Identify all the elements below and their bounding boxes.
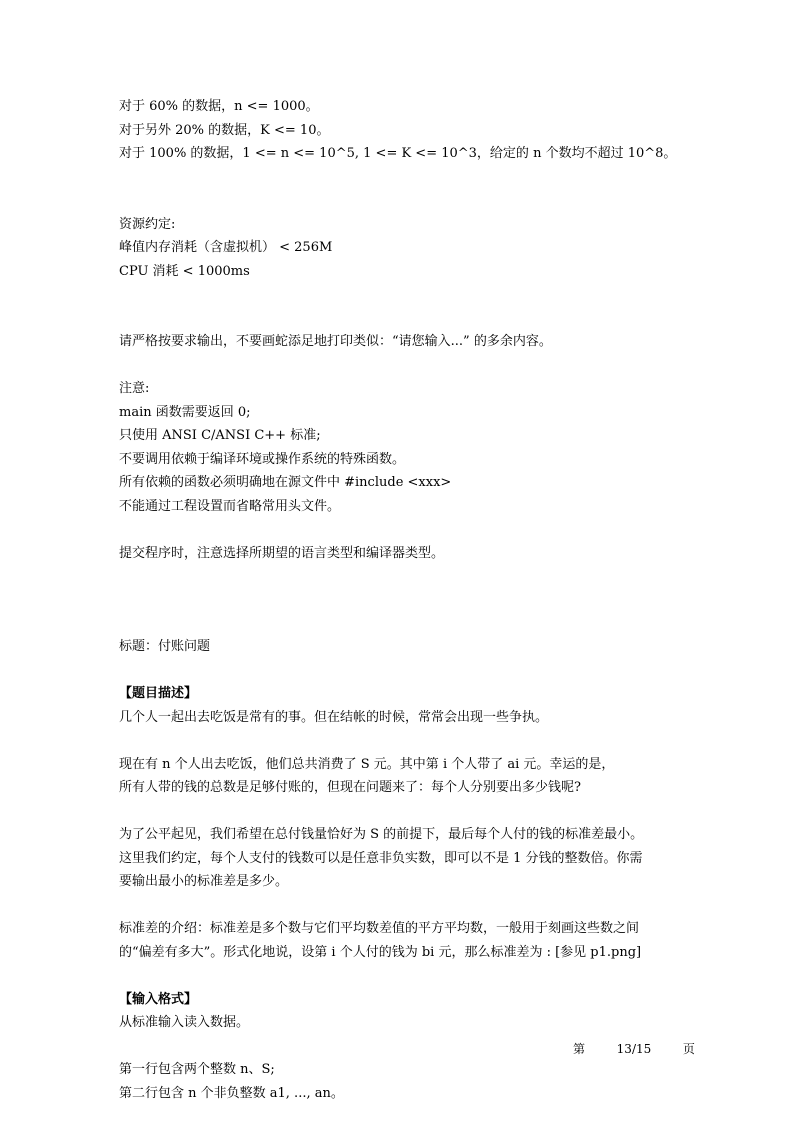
page-footer [573,1040,695,1057]
description-p2-line-2: 所有人带的钱的总数是足够付账的，但现在问题来了：每个人分别要出多少钱呢? [119,780,581,795]
page-content [119,95,679,1105]
description-p4-line-2: 的“偏差有多大”。形式化地说，设第 i 个人付的钱为 bi 元，那么标准差为 : [参见 p1.png] [119,944,642,960]
note-item-1: main 函数需要返回 0; [119,404,251,420]
footer-page-number: 13/15 [616,1042,652,1056]
input-heading: 【输入格式】 [119,991,198,1007]
description-p3-line-1: 为了公平起见，我们希望在总付钱量恰好为 S 的前提下，最后每个人付的钱的标准差最小。 [119,827,644,842]
description-p3-line-2: 这里我们约定，每个人支付的钱数可以是任意非负实数，即可以不是 1 分钱的整数倍。你需 [119,850,643,866]
note-item-2: 只使用 ANSI C/ANSI C++ 标准; [119,428,321,443]
problem-title: 标题：付账问题 [119,639,211,654]
submit-note: 提交程序时，注意选择所期望的语言类型和编译器类型。 [119,545,445,561]
description-heading: 【题目描述】 [119,686,198,701]
resource-heading: 资源约定: [119,216,176,232]
notes-heading: 注意: [119,381,150,396]
output-note: 请严格按要求输出，不要画蛇添足地打印类似：“请您输入...” 的多余内容。 [119,334,552,349]
input-p2-line-1: 第一行包含两个整数 n、S; [119,1062,275,1077]
note-item-3: 不要调用依赖于编译环境或操作系统的特殊函数。 [119,451,406,467]
footer-prefix: 第 [573,1042,586,1056]
description-p1: 几个人一起出去吃饭是常有的事。但在结帐的时候，常常会出现一些争执。 [119,709,549,725]
description-p4-line-1: 标准差的介绍：标准差是多个数与它们平均数差值的平方平均数，一般用于刻画这些数之间 [119,921,640,936]
input-p2-line-2: 第二行包含 n 个非负整数 a1, ..., an。 [119,1085,344,1101]
resource-memory: 峰值内存消耗（含虚拟机） < 256M [119,240,333,255]
limit-line-1: 对于 60% 的数据，n <= 1000。 [119,99,319,114]
input-p1: 从标准输入读入数据。 [119,1015,250,1030]
description-p2-line-1: 现在有 n 个人出去吃饭，他们总共消费了 S 元。其中第 i 个人带了 ai 元。幸运的是， [119,756,615,772]
note-item-4: 所有依赖的函数必须明确地在源文件中 #include <xxx> [119,475,452,490]
limit-line-2: 对于另外 20% 的数据，K <= 10。 [119,122,330,138]
description-p3-line-3: 要输出最小的标准差是多少。 [119,874,289,889]
resource-cpu: CPU 消耗 < 1000ms [119,263,250,279]
limit-line-3: 对于 100% 的数据，1 <= n <= 10^5, 1 <= K <= 10^3，给定的 n 个数均不超过 10^8。 [119,146,677,161]
note-item-5: 不能通过工程设置而省略常用头文件。 [119,498,341,514]
footer-suffix: 页 [682,1042,695,1056]
